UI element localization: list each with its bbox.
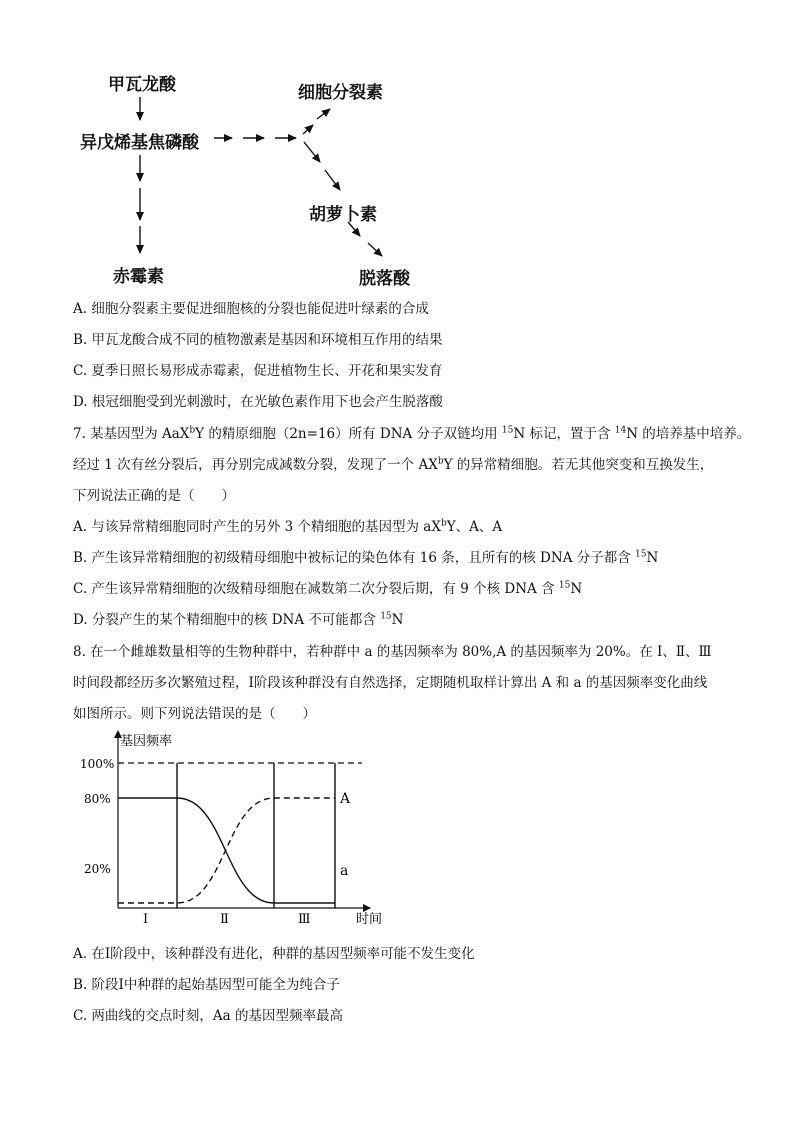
node-cytokinin: 细胞分裂素 [298, 83, 383, 103]
phase-label-1: Ⅰ [143, 912, 149, 927]
q7-stem-line3: 下列说法正确的是（ ） [73, 488, 235, 504]
q8-stem-line1: 8. 在一个雌雄数量相等的生物种群中，若种群中 a 的基因频率为 80%,A 的基因频率为 20%。在 Ⅰ、Ⅱ、Ⅲ [73, 644, 712, 660]
series-a-label: a [340, 863, 349, 879]
phase-label-2: Ⅱ [220, 912, 229, 927]
y-tick-20: 20% [84, 862, 111, 876]
q6-option-c[interactable]: C. 夏季日照长易形成赤霉素，促进植物生长、开花和果实发育 [73, 363, 443, 379]
q7-option-c[interactable]: C. 产生该异常精细胞的次级精母细胞在减数第二次分裂后期，有 9 个核 DNA 含 $^{15}$N [73, 580, 583, 597]
q8-option-c[interactable]: C. 两曲线的交点时刻，Aa 的基因型频率最高 [73, 1008, 344, 1024]
x-axis-label: 时间 [356, 912, 383, 927]
q7-option-d[interactable]: D. 分裂产生的某个精细胞中的核 DNA 不可能都含 $^{15}$N [73, 611, 404, 628]
y-axis-label: 基因频率 [120, 734, 173, 749]
arrow-to-cytokinin-2 [317, 109, 330, 119]
q8-stem-line2: 时间段都经历多次繁殖过程，Ⅰ阶段该种群没有自然选择，定期随机取样计算出 A 和 a 的基因频率变化曲线 [73, 675, 708, 691]
phase-label-3: Ⅲ [298, 912, 311, 927]
q8-stem-line3: 如图所示。则下列说法错误的是（ ） [73, 706, 316, 722]
node-gibberellin: 赤霉素 [113, 267, 164, 287]
arrow-carotene-to-aba-2 [368, 243, 382, 256]
q6-option-d[interactable]: D. 根冠细胞受到光刺激时，在光敏色素作用下也会产生脱落酸 [73, 394, 443, 410]
y-tick-80: 80% [84, 792, 111, 806]
series-A-label: A [340, 791, 351, 807]
y-tick-100: 100% [80, 757, 115, 771]
node-ipp: 异戊烯基焦磷酸 [80, 133, 199, 153]
series-a-curve [118, 798, 335, 903]
series-A-curve [118, 798, 335, 903]
q8-option-a[interactable]: A. 在Ⅰ阶段中，该种群没有进化，种群的基因型频率可能不发生变化 [73, 946, 475, 962]
gene-frequency-chart [0, 725, 430, 930]
q6-option-b[interactable]: B. 甲瓦龙酸合成不同的植物激素是基因和环境相互作用的结果 [73, 332, 443, 348]
q7-stem-line2: 经过 1 次有丝分裂后，再分别完成减数分裂，发现了一个 $AX^bY$ 的异常精细胞。若无其他突变和互换发生， [73, 456, 714, 473]
q6-option-a[interactable]: A. 细胞分裂素主要促进细胞核的分裂也能促进叶绿素的合成 [73, 301, 429, 317]
node-abscisic-acid: 脱落酸 [359, 269, 410, 289]
arrow-to-carotene-2 [325, 170, 340, 190]
node-mevalonic-acid: 甲瓦龙酸 [108, 75, 176, 95]
arrow-to-cytokinin-1 [303, 125, 313, 134]
q7-stem-line1: 7. 某基因型为 AaX$^b$Y 的精原细胞（2n=16）所有 DNA 分子双链均用 $^{15}$N 标记，置于含 $^{14}$N 的培养基中培养。 [73, 425, 751, 442]
arrow-to-carotene-1 [304, 142, 320, 162]
q7-option-b[interactable]: B. 产生该异常精细胞的初级精母细胞中被标记的染色体有 16 条，且所有的核 DNA 分子都含 $^{15}$N [73, 549, 659, 566]
node-carotene: 胡萝卜素 [309, 205, 377, 225]
q7-option-a[interactable]: A. 与该异常精细胞同时产生的另外 3 个精细胞的基因型为 $aX^bY$、A、A [73, 518, 503, 535]
q8-option-b[interactable]: B. 阶段Ⅰ中种群的起始基因型可能全为纯合子 [73, 977, 340, 993]
